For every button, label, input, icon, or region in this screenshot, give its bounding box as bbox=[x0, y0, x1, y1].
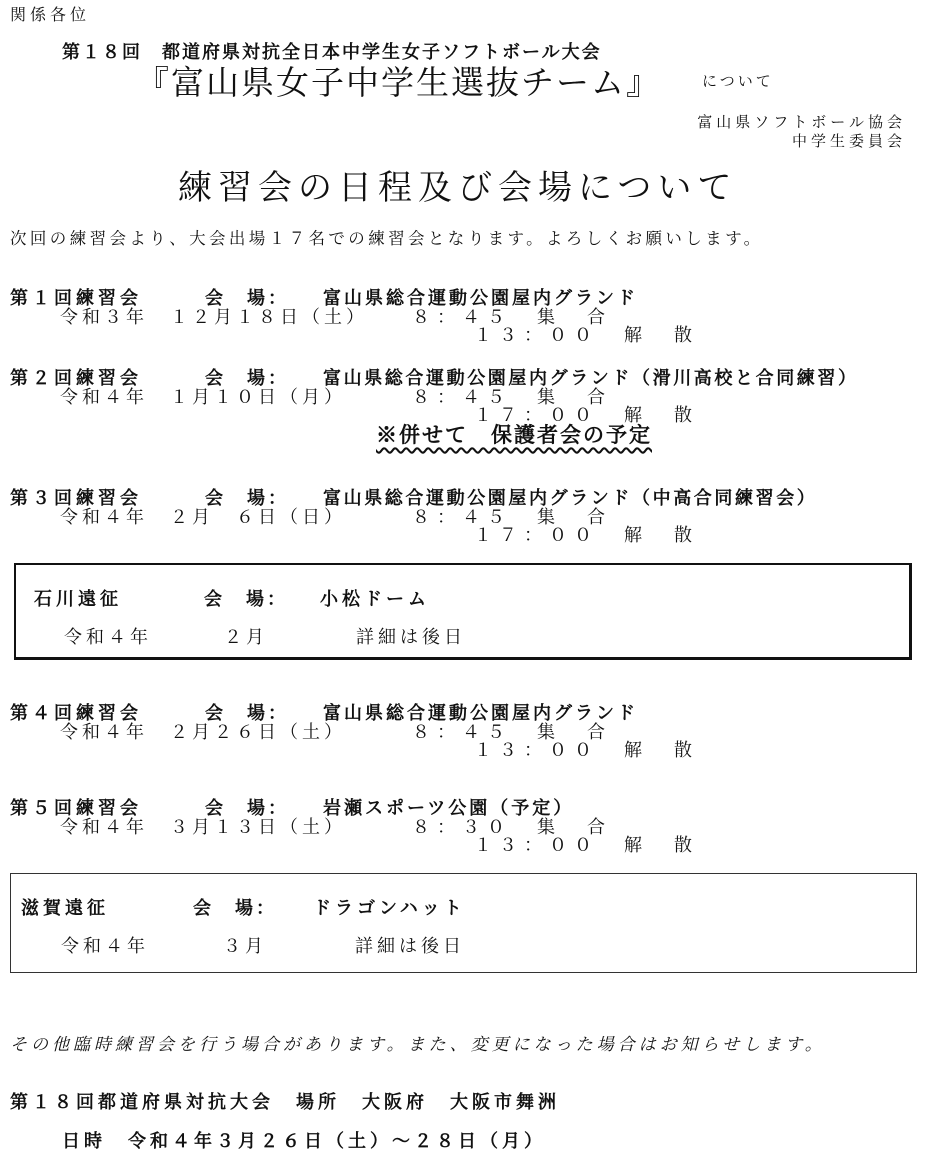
start-time: ８：４５ 集 合 bbox=[412, 722, 612, 743]
venue-label: 会 場： bbox=[205, 703, 289, 724]
venue-label: 会 場： bbox=[205, 288, 289, 309]
tournament-dates: 日時 令和４年３月２６日（土）～２８日（月） bbox=[62, 1131, 546, 1152]
session-label: 第４回練習会 bbox=[10, 703, 142, 724]
venue-label: 会 場： bbox=[205, 798, 289, 819]
session-label: 第１回練習会 bbox=[10, 288, 142, 309]
trip-year: 令和４年 bbox=[61, 936, 149, 957]
trip-label: 滋賀遠征 bbox=[21, 898, 109, 919]
session-label: 第５回練習会 bbox=[10, 798, 142, 819]
session-date: 令和４年 ２月 ６日（日） bbox=[60, 507, 346, 528]
trip-detail: 詳細は後日 bbox=[355, 936, 465, 957]
venue-label: 会 場： bbox=[204, 589, 288, 610]
venue-name: 岩瀬スポーツ公園（予定） bbox=[323, 798, 575, 819]
page-title: 練習会の日程及び会場について bbox=[178, 168, 738, 208]
tournament-place: 第１８回都道府県対抗大会 場所 大阪府 大阪市舞洲 bbox=[10, 1092, 560, 1113]
trip-label: 石川遠征 bbox=[34, 589, 122, 610]
trip-detail: 詳細は後日 bbox=[356, 627, 466, 648]
org-name: 富山県ソフトボール協会 bbox=[697, 113, 906, 131]
event-line: 第１８回 都道府県対抗全日本中学生女子ソフトボール大会 bbox=[62, 42, 602, 63]
venue-name: 富山県総合運動公園屋内グランド bbox=[323, 703, 638, 724]
venue-label: 会 場： bbox=[193, 898, 277, 919]
end-time: １３：００ 解 散 bbox=[474, 325, 699, 346]
start-time: ８：４５ 集 合 bbox=[412, 387, 612, 408]
end-time: １３：００ 解 散 bbox=[474, 835, 699, 856]
trip-month: ２月 bbox=[224, 627, 268, 648]
session-date: 令和４年 ３月１３日（土） bbox=[60, 817, 346, 838]
venue-name: ドラゴンハット bbox=[313, 898, 466, 919]
end-time: １７：００ 解 散 bbox=[474, 405, 699, 426]
addressee: 関係各位 bbox=[10, 5, 91, 24]
intro-text: 次回の練習会より、大会出場１７名での練習会となります。よろしくお願いします。 bbox=[10, 229, 764, 248]
session-date: 令和４年 １月１０日（月） bbox=[60, 387, 346, 408]
start-time: ８：３０ 集 合 bbox=[412, 817, 612, 838]
venue-name: 富山県総合運動公園屋内グランド bbox=[323, 288, 638, 309]
session-date: 令和３年 １２月１８日（土） bbox=[60, 307, 368, 328]
trip-box-shiga bbox=[10, 873, 917, 973]
venue-label: 会 場： bbox=[205, 368, 289, 389]
trip-year: 令和４年 bbox=[64, 627, 152, 648]
team-title: 『富山県女子中学生選抜チーム』 bbox=[136, 63, 661, 102]
trip-month: ３月 bbox=[223, 936, 267, 957]
venue-label: 会 場： bbox=[205, 488, 289, 509]
trip-box-ishikawa bbox=[14, 563, 912, 660]
end-time: １３：００ 解 散 bbox=[474, 740, 699, 761]
venue-name: 富山県総合運動公園屋内グランド（滑川高校と合同練習） bbox=[323, 368, 859, 389]
venue-name: 小松ドーム bbox=[320, 589, 430, 610]
session-label: 第２回練習会 bbox=[10, 368, 142, 389]
start-time: ８：４５ 集 合 bbox=[412, 307, 612, 328]
parents-meeting-note: ※併せて 保護者会の予定 bbox=[376, 422, 652, 447]
about-label: について bbox=[702, 72, 774, 90]
org-committee: 中学生委員会 bbox=[791, 132, 906, 150]
other-practice-note: その他臨時練習会を行う場合があります。また、変更になった場合はお知らせします。 bbox=[10, 1035, 826, 1055]
start-time: ８：４５ 集 合 bbox=[412, 507, 612, 528]
venue-name: 富山県総合運動公園屋内グランド（中高合同練習会） bbox=[323, 488, 818, 509]
end-time: １７：００ 解 散 bbox=[474, 525, 699, 546]
session-label: 第３回練習会 bbox=[10, 488, 142, 509]
session-date: 令和４年 ２月２６日（土） bbox=[60, 722, 346, 743]
